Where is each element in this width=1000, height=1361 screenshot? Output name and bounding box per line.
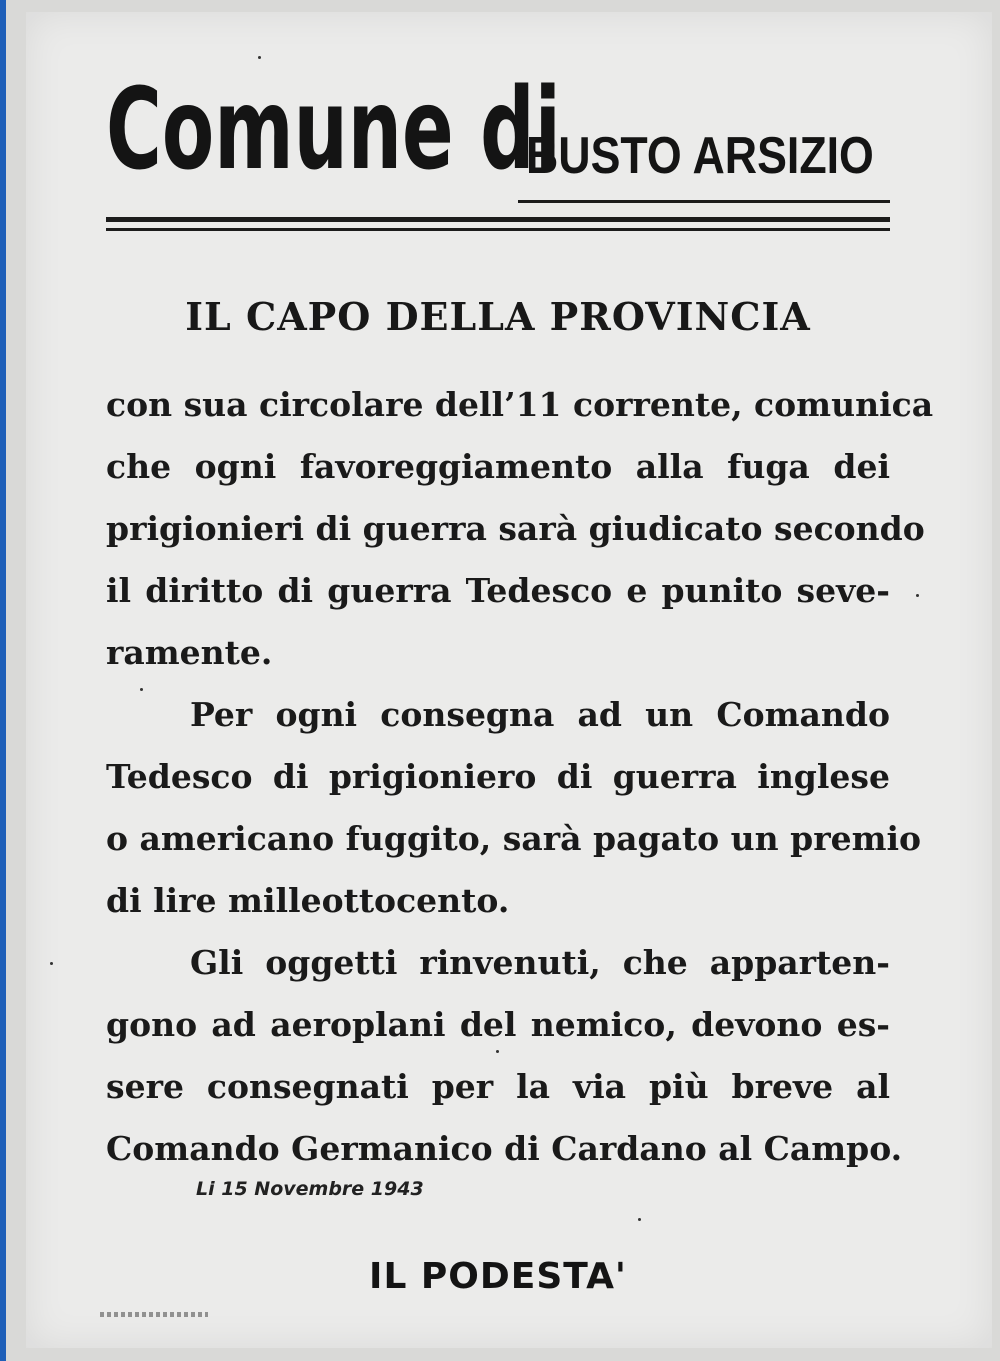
- notice-subtitle: IL CAPO DELLA PROVINCIA: [185, 294, 811, 339]
- print-speck: [496, 1050, 499, 1053]
- photo-background: [6, 0, 1000, 1361]
- poster-sheet: [26, 12, 992, 1348]
- paragraph-line: Tedesco di prigioniero di guerra inglese: [106, 757, 890, 796]
- notice-body: [106, 374, 934, 1180]
- print-speck: [638, 1218, 641, 1221]
- paragraph-1: [106, 374, 934, 684]
- paragraph-3: [106, 932, 903, 1180]
- paragraph-line: prigionieri di guerra sarà giudicato secondo: [106, 509, 925, 548]
- paragraph-line: Per ogni consegna ad un Comando: [190, 695, 890, 734]
- paragraph-line: di lire milleottocento.: [106, 881, 510, 920]
- header-comune-title: Comune di: [106, 65, 561, 195]
- paragraph-line: che ogni favoreggiamento alla fuga dei: [106, 447, 890, 486]
- paragraph-2: [106, 684, 922, 932]
- notice-signature: IL PODESTA': [369, 1256, 627, 1297]
- printer-mark: [100, 1312, 208, 1317]
- paragraph-line: ramente.: [106, 633, 273, 672]
- print-speck: [50, 962, 53, 965]
- notice-date: Li 15 Novembre 1943: [196, 1178, 424, 1200]
- paragraph-line: il diritto di guerra Tedesco e punito seve-: [106, 571, 890, 610]
- header-underline: [518, 200, 890, 203]
- paragraph-line: gono ad aeroplani del nemico, devono es-: [106, 1005, 890, 1044]
- paragraph-line: Comando Germanico di Cardano al Campo.: [106, 1129, 903, 1168]
- header-rule-thin: [106, 228, 890, 231]
- paragraph-line: sere consegnati per la via più breve al: [106, 1067, 890, 1106]
- paragraph-line: Gli oggetti rinvenuti, che apparten-: [190, 943, 890, 982]
- paragraph-line: o americano fuggito, sarà pagato un premio: [106, 819, 922, 858]
- print-speck: [140, 688, 143, 691]
- print-speck: [916, 594, 919, 597]
- print-speck: [258, 56, 261, 59]
- header-city-name: BUSTO ARSIZIO: [526, 127, 874, 185]
- header-rule-thick: [106, 217, 890, 222]
- paragraph-line: con sua circolare dell’11 corrente, comunica: [106, 385, 934, 424]
